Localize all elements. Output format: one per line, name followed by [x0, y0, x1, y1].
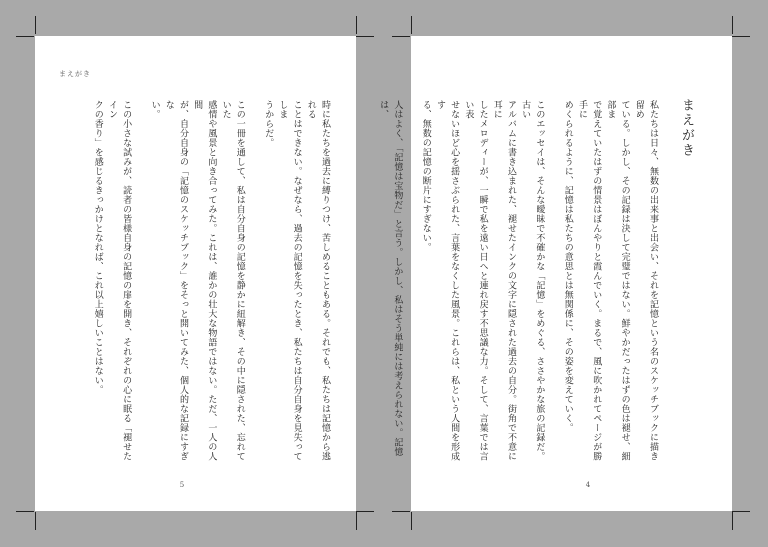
text-line: この一冊を通して、私は自分自身の記憶を静かに紐解き、その中に隠された、忘れていた	[220, 100, 245, 461]
text-line: せないほど心を揺さぶられた、言葉をなくした風景。これらは、私という人間を形成す	[434, 100, 460, 461]
text-line: が、自分自身の「記憶のスケッチブック」をそっと開いてみた、個人的な記録にすぎな	[163, 100, 188, 461]
body-text	[376, 100, 660, 470]
crop-mark	[392, 36, 410, 37]
crop-mark	[732, 16, 733, 34]
text-line: 私たちは日々、無数の出来事と出会い、それを記憶という名のスケッチブックに描き留め	[633, 100, 658, 461]
page-number: 4	[585, 481, 591, 489]
crop-mark	[732, 36, 750, 37]
crop-mark	[411, 16, 412, 34]
crop-mark	[356, 511, 374, 512]
crop-mark	[35, 16, 36, 34]
crop-mark	[732, 511, 750, 512]
paragraph-gap	[133, 100, 147, 470]
text-line: めくられるように、記憶は私たちの意思とは無関係に、その姿を変えていく。	[562, 100, 573, 433]
text-line: る、無数の記憶の断片にすぎない。	[420, 100, 431, 252]
crop-mark	[356, 36, 374, 37]
text-line: このエッセイは、そんな曖昧で不確かな「記憶」をめぐる、ささやかな旅の記録だ。古い	[520, 100, 545, 461]
crop-mark	[411, 512, 412, 530]
chapter-title: まえがき	[679, 98, 694, 158]
text-line: い。	[149, 100, 160, 119]
crop-mark	[356, 512, 357, 530]
crop-mark	[392, 511, 410, 512]
paragraph-gap	[247, 100, 261, 470]
crop-mark	[356, 16, 357, 34]
text-line: で覚えていたはずの情景はぼんやりと霞んでいく。まるで、風に吹かれてページが勝手に	[576, 100, 602, 461]
text-line: 時に私たちを過去に縛りつけ、苦しめることもある。それでも、私たちは記憶から逃れる	[305, 100, 330, 461]
running-head: まえがき	[59, 70, 91, 78]
paragraph-gap	[546, 100, 560, 470]
text-line: ことはできない。なぜなら、過去の記憶を失ったとき、私たちは自分自身を見失ってしま	[277, 100, 302, 461]
text-line: うからだ。	[263, 100, 274, 148]
crop-mark	[16, 36, 34, 37]
page-right	[378, 36, 732, 511]
crop-mark	[35, 512, 36, 530]
paragraph-gap	[404, 100, 418, 470]
text-line: アルバムに書き込まれた、褪せたインクの文字に隠された過去の自分。街角で不意に耳に	[491, 100, 516, 461]
page-number: 5	[179, 481, 185, 489]
text-line: 感情や風景と向き合ってみた。これは、誰かの壮大な物語ではない。ただ、一人の人間	[192, 100, 217, 461]
text-line: 人はよく、「記憶は宝物だ」と言う。しかし、私はそう単純には考えられない。記憶は、	[378, 100, 403, 457]
crop-mark	[16, 511, 34, 512]
page-left	[35, 36, 356, 511]
text-line: この小さな試みが、読者の皆様自身の記憶の扉を開き、それぞれの心に眠る「褪せたイン	[106, 100, 132, 461]
text-line: ている。しかし、その記録は決して完璧ではない。鮮やかだったはずの色は褪せ、細部ま	[605, 100, 630, 461]
text-line: したメロディーが、一瞬で私を遠い日へと連れ戻す不思議な力。そして、言葉では言い表	[463, 100, 488, 461]
text-line: クの香り」を感じるきっかけとなれば、これ以上嬉しいことはない。	[92, 100, 103, 395]
crop-mark	[732, 512, 733, 530]
body-text	[91, 100, 332, 470]
